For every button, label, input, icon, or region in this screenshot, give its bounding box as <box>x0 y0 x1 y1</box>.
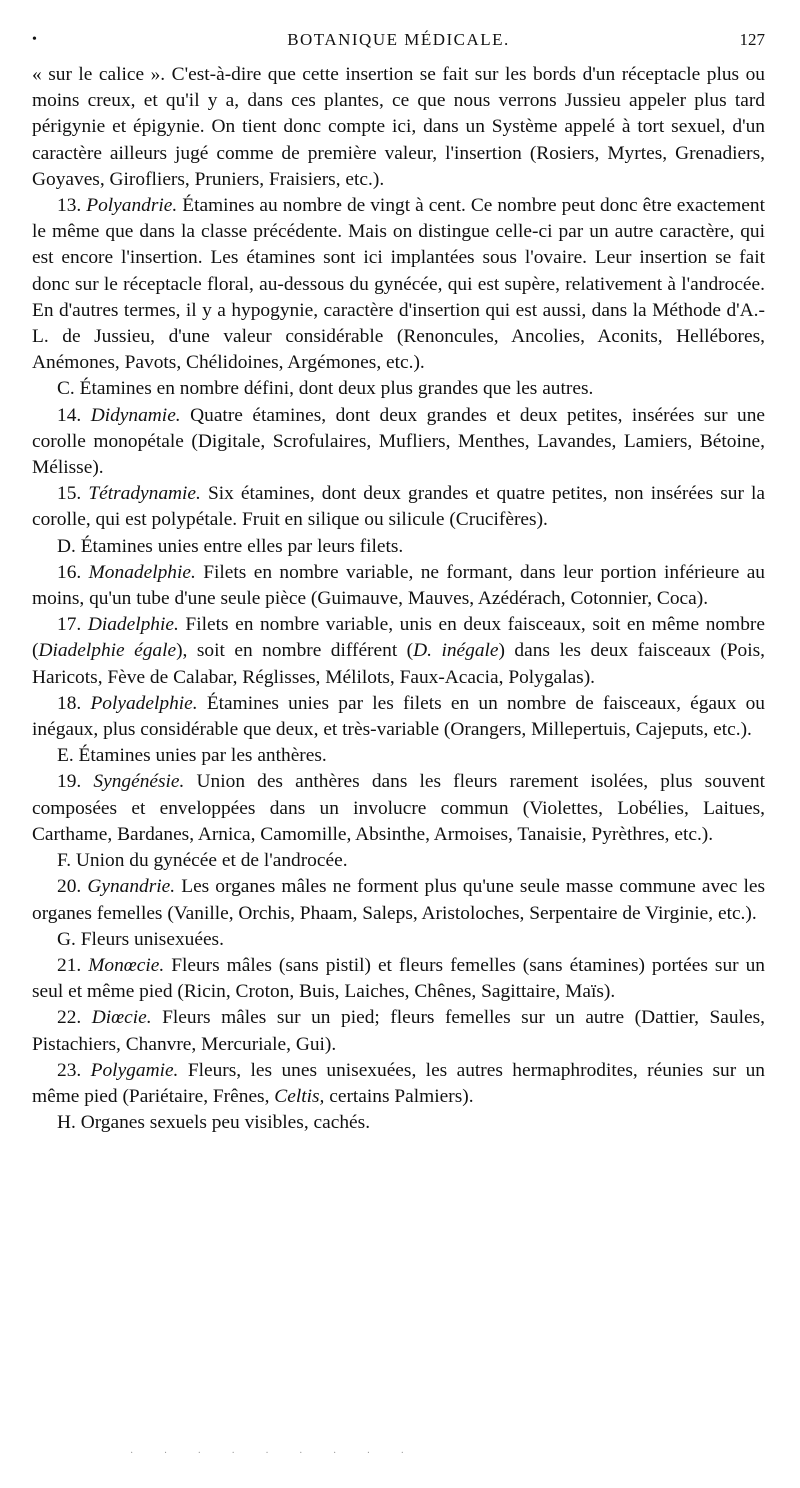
footer-dots: · · · · · · · · · <box>130 1448 418 1459</box>
class-term: Polyadelphie. <box>90 692 198 714</box>
class-entry <box>32 1058 765 1110</box>
italic-term: Diadelphie égale <box>38 640 177 662</box>
class-term: Monœcie. <box>88 954 165 976</box>
running-header <box>32 30 765 58</box>
body-text <box>32 62 765 1136</box>
paragraph-text: Étamines unies par les filets en un nombre de faisceaux, égaux ou inégaux, plus considérable que deux, et très-variable (Orangers, Millepertuis, Cajeputs, etc.). <box>32 692 766 741</box>
class-entry <box>32 1005 765 1057</box>
class-number: 15. <box>57 483 82 505</box>
paragraph-text: Les organes mâles ne forment plus qu'une seule masse commune avec les organes femelles (Vanille, Orchis, Phaam, Saleps, Aristoloches, Serpentaire de Virginie, etc.). <box>32 876 765 924</box>
class-term: Diadelphie. <box>87 614 179 636</box>
class-term: Monadelphie. <box>88 561 196 583</box>
paragraph-text: H. Organes sexuels peu visibles, cachés. <box>57 1112 371 1134</box>
class-number: 19. <box>57 771 82 793</box>
class-number: 17. <box>57 614 82 636</box>
class-entry <box>32 612 765 691</box>
class-number: 22. <box>57 1007 82 1029</box>
subsection-heading <box>32 376 765 402</box>
header-mark: • <box>32 32 39 47</box>
book-page <box>32 30 765 1136</box>
paragraph-text: certains Palmiers). <box>324 1085 474 1107</box>
class-entry <box>32 874 765 926</box>
paragraph-text: E. Étamines unies par les anthères. <box>57 745 327 767</box>
paragraph-text: F. Union du gynécée et de l'androcée. <box>57 850 348 872</box>
italic-term: D. inégale <box>413 640 499 662</box>
paragraph-text: Quatre étamines, dont deux grandes et deux petites, insérées sur une corolle monopétale (Digitale, Scrofulaires, Mufliers, Menthes, Lavandes, Lamiers, Bétoine, Mélisse). <box>32 404 765 479</box>
subsection-heading <box>32 848 765 874</box>
paragraph-text: « sur le calice ». C'est-à-dire que cette insertion se fait sur les bords d'un réceptacle plus ou moins creux, et qu'il y a, dans ces plantes, ce que nous verrons Jussieu appeler plus tard périgynie et épigynie. On tient donc compte ici, dans un Système appelé à tort sexuel, d'un caractère ailleurs jugé comme de première valeur, l'insertion (Rosiers, Myrtes, Grenadiers, Goyaves, Girofliers, Pruniers, Fraisiers, etc.). <box>32 64 765 190</box>
page-number: 127 <box>739 30 765 49</box>
class-entry <box>32 481 765 533</box>
class-term: Polyandrie. <box>86 195 178 217</box>
class-entry <box>32 769 765 848</box>
class-entry <box>32 560 765 612</box>
paragraph-text: Union des anthères dans les fleurs rarement isolées, plus souvent composées et enveloppées dans un involucre commun (Violettes, Lobélies, Laitues, Carthame, Bardanes, Arnica, Camomille, Absinthe, Armoises, Tanaisie, Pyrèthres, etc.). <box>32 771 765 845</box>
paragraph-text: Fleurs, les unes unisexuées, les autres hermaphrodites, réunies sur un même pied (Pariétaire, Frênes, <box>32 1059 765 1107</box>
class-number: 20. <box>57 876 82 898</box>
class-term: Syngénésie. <box>93 771 185 793</box>
class-number: 23. <box>57 1059 82 1081</box>
class-number: 21. <box>57 954 82 976</box>
paragraph-text: D. Étamines unies entre elles par leurs filets. <box>57 535 404 557</box>
italic-term: Celtis, <box>274 1085 325 1107</box>
class-number: 14. <box>57 404 82 426</box>
paragraph-text: ) dans les deux faisceaux (Pois, Haricots, Fève de Calabar, Réglisses, Mélilots, Faux-Acacia, Polygalas). <box>32 640 765 688</box>
class-term: Didynamie. <box>90 404 181 426</box>
class-entry <box>32 953 765 1005</box>
class-entry <box>32 691 765 743</box>
subsection-heading <box>32 534 765 560</box>
class-number: 18. <box>57 692 82 714</box>
continued-paragraph <box>32 62 765 193</box>
paragraph-text: Fleurs mâles sur un pied; fleurs femelles sur un autre (Dattier, Saules, Pistachiers, Chanvre, Mercuriale, Gui). <box>32 1007 765 1055</box>
running-title: BOTANIQUE MÉDICALE. <box>287 30 510 49</box>
paragraph-text: Six étamines, dont deux grandes et quatre petites, non insérées sur la corolle, qui est polypétale. Fruit en silique ou silicule (Crucifères). <box>32 483 765 531</box>
class-term: Tétradynamie. <box>88 483 201 505</box>
paragraph-text: ), soit en nombre différent ( <box>176 640 414 662</box>
class-number: 16. <box>57 561 82 583</box>
subsection-heading <box>32 743 765 769</box>
subsection-heading <box>32 927 765 953</box>
paragraph-text: Filets en nombre variable, unis en deux faisceaux, soit en même nombre ( <box>32 614 765 662</box>
class-entry <box>32 193 765 376</box>
paragraph-text: Fleurs mâles (sans pistil) et fleurs femelles (sans étamines) portées sur un seul et même pied (Ricin, Croton, Buis, Laiches, Chênes, Sagittaire, Maïs). <box>32 954 765 1003</box>
paragraph-text: G. Fleurs unisexuées. <box>57 928 224 950</box>
class-number: 13. <box>57 195 82 217</box>
class-term: Gynandrie. <box>87 876 176 898</box>
class-entry <box>32 403 765 482</box>
subsection-heading <box>32 1110 765 1136</box>
paragraph-text: C. Étamines en nombre défini, dont deux plus grandes que les autres. <box>57 378 594 400</box>
paragraph-text: Étamines au nombre de vingt à cent. Ce nombre peut donc être exactement le même que dans la classe précédente. Mais on distingue celle-ci par un autre caractère, qui est encore l'insertion. Les étamines sont ici implantées sous l'ovaire. Leur insertion se fait donc sur le réceptacle floral, au-dessous du gynécée, qui est supère, relativement à l'androcée. En d'autres termes, il y a hypogynie, caractère d'insertion qui est aussi, dans la Méthode d'A.-L. de Jussieu, d'une valeur considérable (Renoncules, Ancolies, Aconits, Hellébores, Anémones, Pavots, Chélidoines, Argémones, etc.). <box>32 195 765 374</box>
paragraph-text: Filets en nombre variable, ne formant, dans leur portion inférieure au moins, qu'un tube d'une seule pièce (Guimauve, Mauves, Azédérach, Cotonnier, Coca). <box>32 561 765 610</box>
class-term: Polygamie. <box>90 1059 179 1081</box>
class-term: Diœcie. <box>91 1007 152 1029</box>
